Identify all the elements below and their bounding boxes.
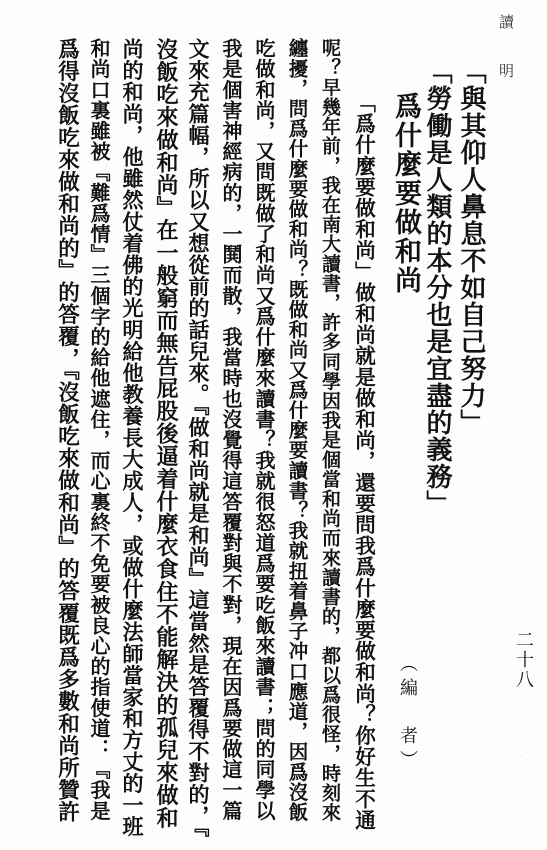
- article-title: 爲什麼要做和尚: [390, 92, 421, 295]
- page-number: 二十八: [513, 630, 534, 690]
- body-column-9: 和尚口裏雖被『難爲情』三個字的給他遮住，而心裏終不免要被良心的指使道：『我是: [87, 38, 111, 821]
- motto-header-1: 「與其仰人鼻息不如自己努力」: [456, 58, 486, 436]
- body-column-8: 尚的和尚，他雖然仗着佛的光明給他教養長大成人，或做什麼法師當家和方丈的一班: [120, 38, 145, 838]
- body-column-2: 呢？早幾年前，我在南大讀書，許多同學因我是個當和尚而來讀書的，都以爲很怪，時刻來: [319, 38, 341, 822]
- running-head: 讀 明: [497, 14, 515, 86]
- body-column-5: 我是個害神經病的，一鬨而散，我當時也沒覺得這答覆對與不對，現在因爲要做這一篇: [219, 38, 243, 821]
- article-author: （編 者）: [397, 654, 418, 774]
- body-column-6: 文來充篇幅，所以又想從前的話兒來。『做和尚就是和尚』這當然是答覆得不對的，『: [186, 38, 211, 838]
- body-column-1: 「爲什麼要做和尚」做和尚就是做和尚，還要問我爲什麼要做和尚？你好生不通: [351, 92, 376, 831]
- body-column-3: 纏擾，問爲什麼要做和尚？既做和尚又爲什麼要讀書？我就扭着鼻子冲口應道，因爲沒飯: [285, 38, 309, 822]
- body-column-10: 爲得沒飯吃來做和尚的』的答覆，『沒飯吃來做和尚』的答覆既爲多數和尚所贊許: [54, 38, 80, 823]
- body-column-4: 吃做和尚，又問既做了和尚又爲什麼來讀書？我就很怒道爲要吃飯來讀書；問的同學以: [252, 38, 276, 821]
- body-column-7: 沒飯吃來做和尚』在一般窮而無告屁股後逼着什麼衣食住不能解決的孤兒來做和: [153, 38, 179, 829]
- motto-header-2: 「勞働是人類的本分也是宜盡的義務」: [422, 58, 452, 517]
